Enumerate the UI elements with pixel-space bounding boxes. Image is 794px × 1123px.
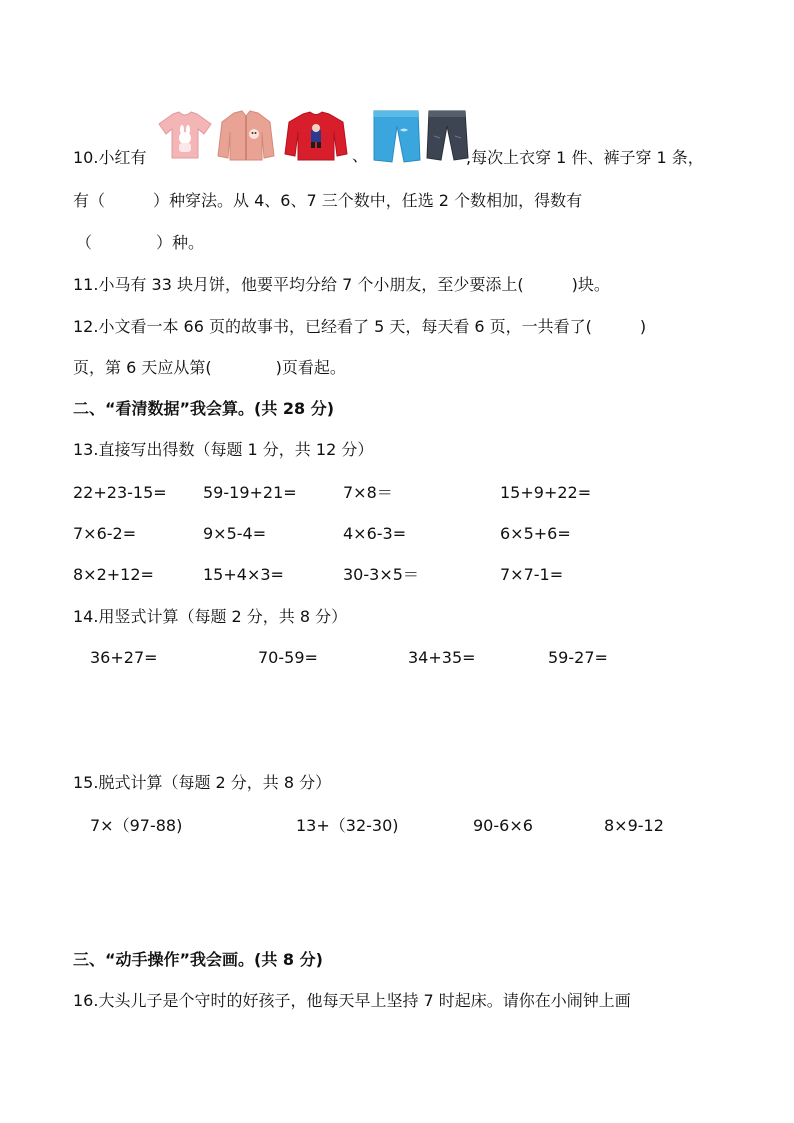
q10-line2: 有（ ）种穿法。从 4、6、7 三个数中，任选 2 个数相加，得数有 [73, 191, 583, 210]
q15-item: 13+（32-30) [296, 816, 399, 835]
q13-item: 30-3×5＝ [343, 565, 419, 584]
q10-line1 [73, 147, 146, 169]
q15-item: 8×9-12 [604, 816, 664, 835]
q13-item: 7×6-2= [73, 524, 137, 543]
q13-item: 9×5-4= [203, 524, 267, 543]
q14-item: 34+35= [408, 648, 476, 667]
q13-title: 13.直接写出得数（每题 1 分，共 12 分） [73, 440, 374, 459]
q13-item: 7×7-1= [500, 565, 564, 584]
q13-item: 22+23-15= [73, 483, 167, 502]
q14-title: 14.用竖式计算（每题 2 分，共 8 分） [73, 607, 348, 626]
clothes-separator: 、 [352, 146, 369, 165]
q14-item: 59-27= [548, 648, 608, 667]
q13-item: 4×6-3= [343, 524, 407, 543]
q16: 16.大头儿子是个守时的好孩子，他每天早上坚持 7 时起床。请你在小闹钟上画 [73, 991, 631, 1010]
pink-fleece-jacket-icon [216, 110, 276, 162]
red-sweater-icon [283, 110, 349, 162]
q14-item: 70-59= [258, 648, 318, 667]
q11: 11.小马有 33 块月饼，他要平均分给 7 个小朋友，至少要添上( )块。 [73, 275, 610, 294]
q13-item: 59-19+21= [203, 483, 297, 502]
dark-jeans-icon [424, 108, 470, 164]
blue-pants-icon [370, 108, 422, 164]
q10-suffix: ,每次上衣穿 1 件、裤子穿 1 条， [466, 148, 704, 167]
q15-item: 90-6×6 [473, 816, 533, 835]
q12-line2: 页，第 6 天应从第( )页看起。 [73, 358, 346, 377]
q15-title: 15.脱式计算（每题 2 分，共 8 分） [73, 773, 332, 792]
q10-prefix: 10.小红有 [73, 148, 147, 167]
section-3-heading: 三、“动手操作”我会画。(共 8 分) [73, 950, 323, 969]
pink-tshirt-icon [157, 110, 213, 160]
q13-item: 7×8＝ [343, 483, 393, 502]
section-2-heading: 二、“看清数据”我会算。(共 28 分) [73, 399, 335, 418]
q13-item: 15+4×3= [203, 565, 284, 584]
q10-line3: （ ）种。 [76, 233, 205, 252]
q15-item: 7×（97-88) [90, 816, 183, 835]
q13-item: 6×5+6= [500, 524, 571, 543]
q14-item: 36+27= [90, 648, 158, 667]
q12-line1: 12.小文看一本 66 页的故事书，已经看了 5 天，每天看 6 页，一共看了( ) [73, 317, 647, 336]
q13-item: 8×2+12= [73, 565, 154, 584]
q13-item: 15+9+22= [500, 483, 592, 502]
